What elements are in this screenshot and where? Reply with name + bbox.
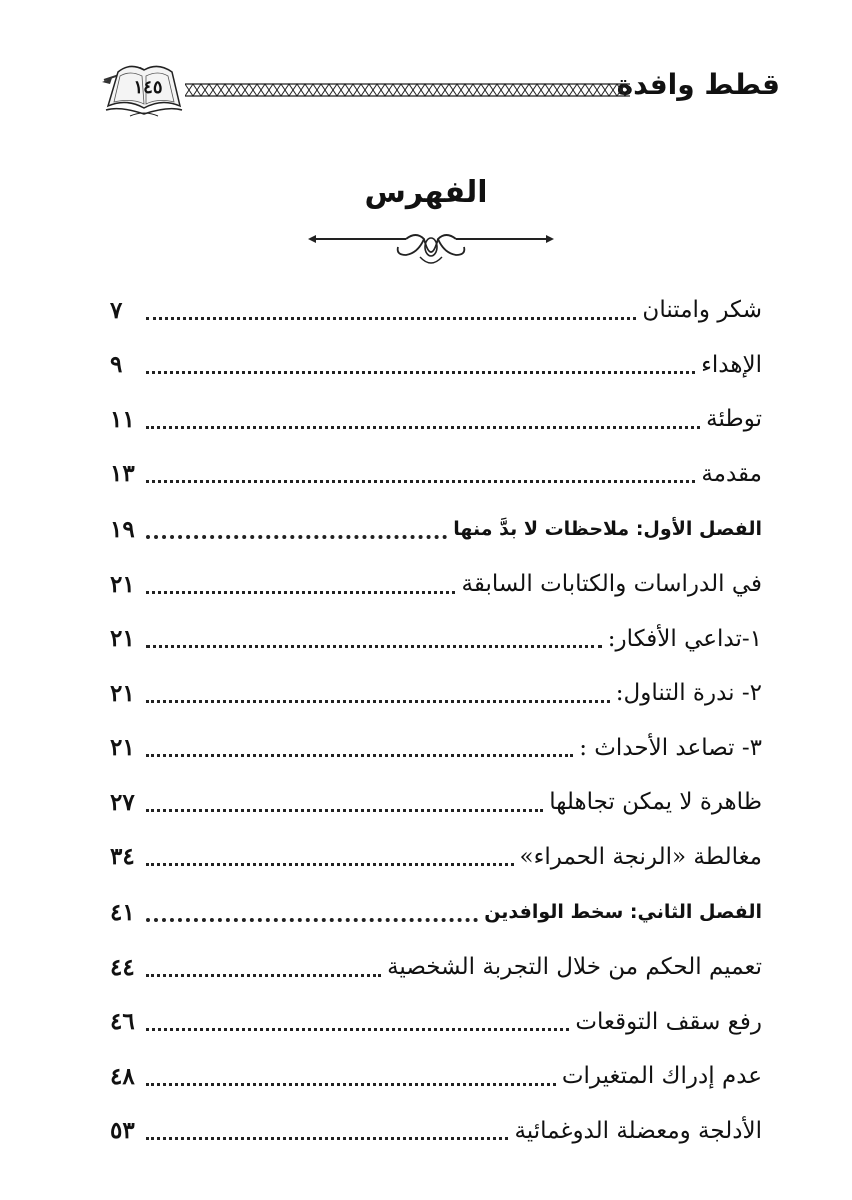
toc-entry-page: ٣٤ [110,843,135,871]
dot-leader [146,1137,508,1140]
dot-leader [146,918,478,922]
dot-leader [146,754,573,757]
toc-entry-page: ٤٤ [110,953,135,981]
toc-entry[interactable] [110,447,762,502]
toc-entry[interactable] [110,283,762,338]
toc-entry[interactable] [110,775,762,830]
toc-entry-page: ٢٧ [110,788,135,816]
toc-entry[interactable] [110,1104,762,1159]
toc-entry[interactable] [110,721,762,776]
dot-leader [146,1083,556,1086]
toc-entry-title: عدم إدراك المتغيرات [561,1063,762,1090]
running-header [100,62,780,132]
toc-entry-page: ٢١ [110,570,135,598]
toc-entry-page: ٥٣ [110,1117,135,1145]
chain-border [185,82,630,98]
toc-title: الفهرس [364,175,488,210]
toc-entry[interactable] [110,1049,762,1104]
toc-entry-title: ظاهرة لا يمكن تجاهلها [549,789,762,816]
dot-leader [146,809,543,812]
dot-leader [146,974,381,977]
toc-list [110,283,762,1158]
toc-entry[interactable] [110,338,762,393]
toc-entry-page: ٢١ [110,734,135,762]
toc-entry-page: ٤١ [110,898,135,926]
toc-chapter-title: الفصل الثاني: سخط الوافدين [484,901,762,923]
dot-leader [146,535,447,539]
toc-entry-title: شكر وامتنان [642,297,762,324]
toc-entry-title: الأدلجة ومعضلة الدوغمائية [514,1117,762,1144]
toc-entry-title: توطئة [706,406,762,433]
dot-leader [146,426,700,429]
page-number: ١٤٥ [133,77,163,98]
toc-entry-title: ٢- ندرة التناول: [615,680,762,707]
dot-leader [146,371,695,374]
toc-entry-page: ٤٦ [110,1008,135,1036]
toc-chapter-entry[interactable] [110,884,762,940]
toc-entry[interactable] [110,612,762,667]
toc-chapter-entry[interactable] [110,501,762,557]
dot-leader [146,480,695,483]
dot-leader [146,1028,569,1031]
ornament-divider-icon [306,225,556,271]
toc-entry[interactable] [110,392,762,447]
toc-entry[interactable] [110,666,762,721]
toc-entry-title: الإهداء [701,351,762,378]
dot-leader [146,317,636,320]
toc-entry[interactable] [110,557,762,612]
dot-leader [146,591,455,594]
toc-entry-page: ٧ [110,296,123,324]
book-title: قطط وافدة [616,68,780,101]
toc-entry[interactable] [110,995,762,1050]
dot-leader [146,863,514,866]
toc-entry-title: ٣- تصاعد الأحداث : [579,734,762,761]
toc-entry[interactable] [110,830,762,885]
toc-entry-page: ٤٨ [110,1062,135,1090]
toc-entry-title: ١-تداعي الأفكار: [607,625,762,652]
toc-entry-title: تعميم الحكم من خلال التجربة الشخصية [387,954,762,981]
toc-entry[interactable] [110,940,762,995]
dot-leader [146,700,610,703]
toc-entry-title: في الدراسات والكتابات السابقة [461,571,762,598]
toc-chapter-title: الفصل الأول: ملاحظات لا بدَّ منها [453,518,762,540]
toc-entry-title: مغالطة «الرنجة الحمراء» [519,843,762,870]
toc-entry-title: مقدمة [701,460,762,487]
dot-leader [146,645,602,648]
toc-entry-page: ٢١ [110,625,135,653]
toc-entry-page: ١٣ [110,460,135,488]
toc-entry-page: ١٩ [110,515,135,543]
toc-entry-page: ٢١ [110,679,135,707]
toc-entry-page: ٩ [110,351,123,379]
toc-entry-title: رفع سقف التوقعات [575,1008,762,1035]
toc-entry-page: ١١ [110,405,135,433]
